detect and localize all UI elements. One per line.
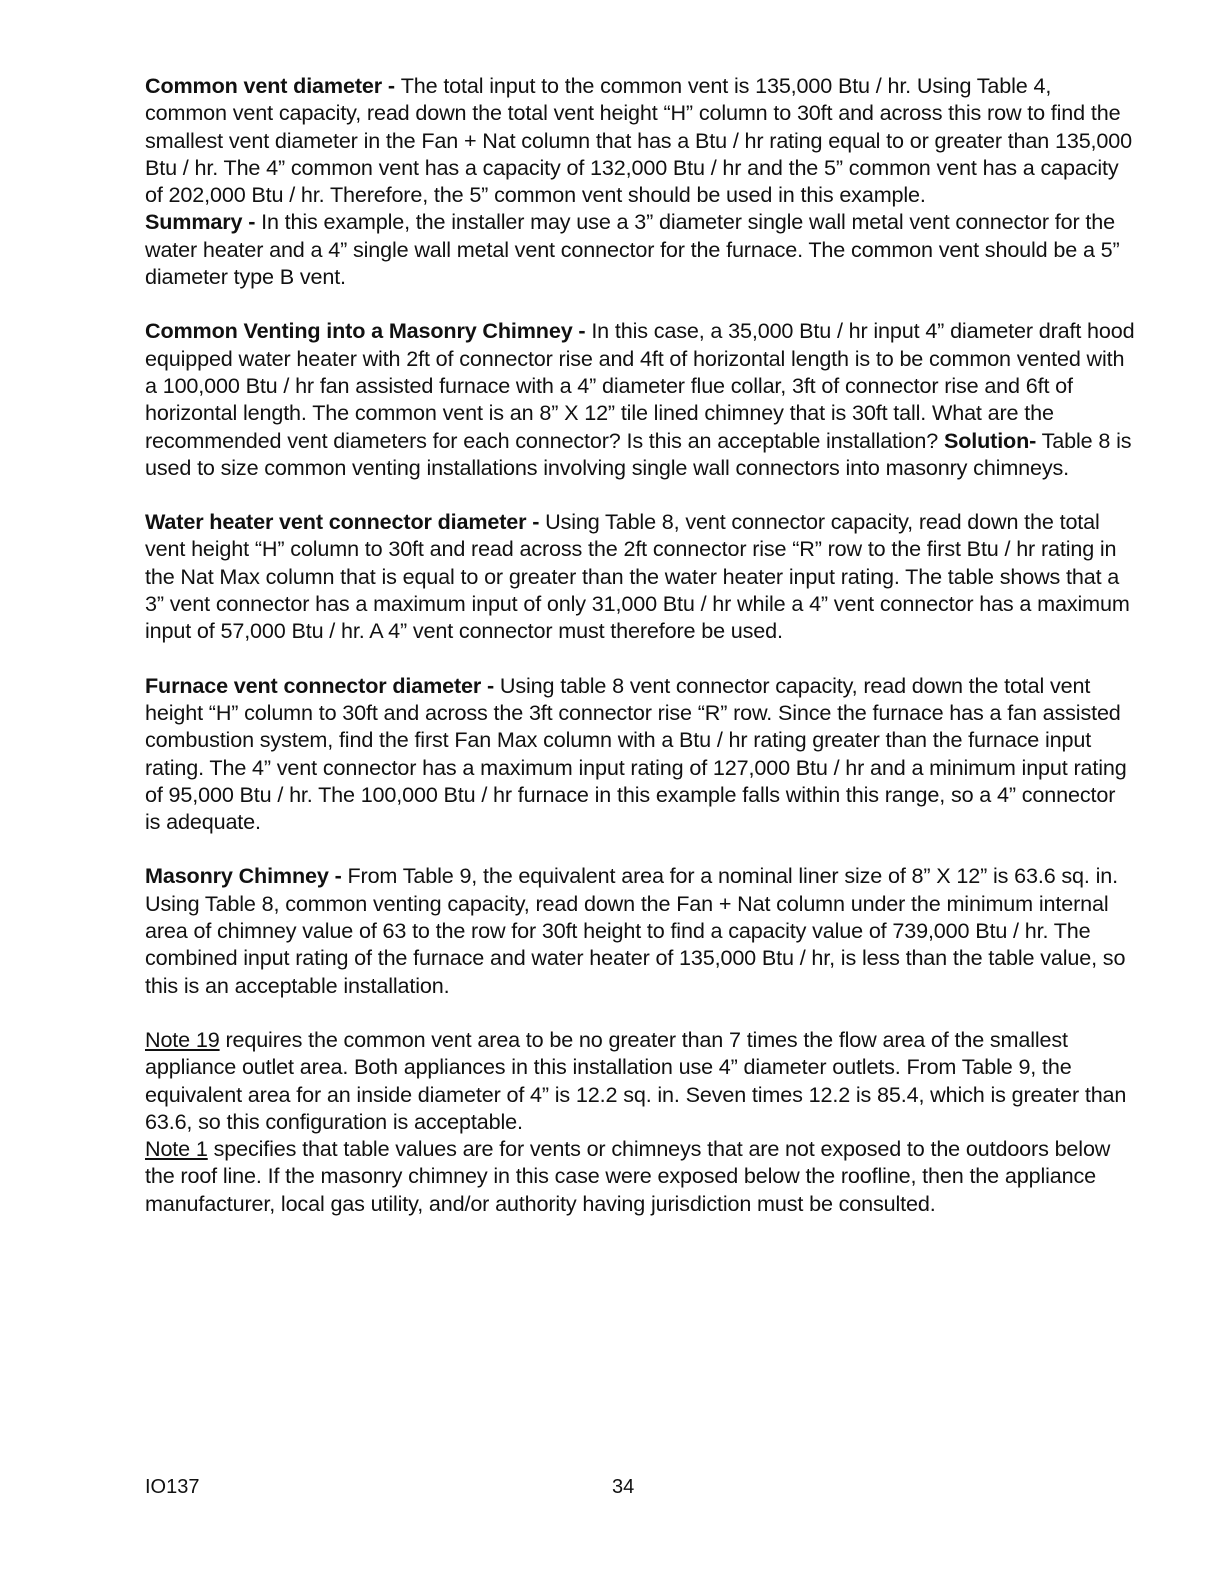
paragraph-water-heater-connector <box>145 508 1135 644</box>
text-note-19: requires the common vent area to be no greater than 7 times the flow area of the smallest appliance outlet area. Both appliances in this installation use 4” diameter outlets. From Table 9, the equivalent area for an inside diameter of 4” is 12.2 sq. in. Seven times 12.2 is 85.4, which is greater than 63.6, so this configuration is acceptable. <box>145 1026 1127 1134</box>
text-masonry-common-venting: In this case, a 35,000 Btu / hr input 4” diameter draft hood equipped water heater with 2ft of connector rise and 4ft of horizontal length is to be common vented with a 100,000 Btu / hr fan assisted furnace with a 4” diameter flue collar, 3ft of connector rise and 6ft of horizontal length. The common vent is an 8” X 12” tile lined chimney that is 30ft tall. What are the recommended vent diameters for each connector? Is this an acceptable installation? <box>145 318 1135 453</box>
text-masonry-chimney: From Table 9, the equivalent area for a nominal liner size of 8” X 12” is 63.6 sq. in. Using Table 8, common venting capacity, read down the Fan + Nat column under the minimum internal area of chimney value of 63 to the row for 30ft height to find a capacity value of 739,000 Btu / hr. The combined input rating of the furnace and water heater of 135,000 Btu / hr, is less than the table value, so this is an acceptable installation. <box>145 863 1126 998</box>
note-19-reference: Note 19 <box>145 1026 220 1052</box>
paragraph-common-vent-diameter <box>145 72 1135 208</box>
solution-label: Solution- <box>943 427 1037 453</box>
paragraph-gap <box>145 290 1135 317</box>
paragraph-note-19 <box>145 1026 1135 1135</box>
paragraph-furnace-connector <box>145 672 1135 836</box>
text-solution: Table 8 is used to size common venting installations involving single wall connectors into masonry chimneys. <box>145 427 1132 480</box>
text-common-vent-diameter: The total input to the common vent is 135,000 Btu / hr. Using Table 4, common vent capacity, read down the total vent height “H” column to 30ft and across this row to find the smallest vent diameter in the Fan + Nat column that has a Btu / hr rating equal to or greater than 135,000 Btu / hr. The 4” common vent has a capacity of 132,000 Btu / hr and the 5” common vent has a capacity of 202,000 Btu / hr. Therefore, the 5” common vent should be used in this example. <box>145 73 1132 208</box>
text-summary: In this example, the installer may use a 3” diameter single wall metal vent connector for the water heater and a 4” single wall metal vent connector for the furnace. The common vent should be a 5” diameter type B vent. <box>145 209 1120 290</box>
paragraph-masonry-chimney <box>145 862 1135 998</box>
paragraph-gap <box>145 481 1135 508</box>
paragraph-summary <box>145 208 1135 290</box>
paragraph-gap <box>145 999 1135 1026</box>
text-water-heater-connector: Using Table 8, vent connector capacity, read down the total vent height “H” column to 30ft and read across the 2ft connector rise “R” row to the first Btu / hr rating in the Nat Max column that is equal to or greater than the water heater input rating. The table shows that a 3” vent connector has a maximum input of only 31,000 Btu / hr while a 4” vent connector has a maximum input of 57,000 Btu / hr. A 4” vent connector must therefore be used. <box>145 509 1130 644</box>
heading-water-heater-connector: Water heater vent connector diameter - <box>145 509 546 535</box>
text-furnace-connector: Using table 8 vent connector capacity, read down the total vent height “H” column to 30ft and across the 3ft connector rise “R” row. Since the furnace has a fan assisted combustion system, find the first Fan Max column with a Btu / hr rating greater than the furnace input rating. The 4” vent connector has a maximum input rating of 127,000 Btu / hr and a minimum input rating of 95,000 Btu / hr. The 100,000 Btu / hr furnace in this example falls within this range, so a 4” connector is adequate. <box>145 672 1127 835</box>
paragraph-note-1 <box>145 1135 1135 1217</box>
heading-common-vent-diameter: Common vent diameter - <box>145 73 401 98</box>
heading-furnace-connector: Furnace vent connector diameter - <box>145 672 500 698</box>
text-note-1: specifies that table values are for vents or chimneys that are not exposed to the outdoors below the roof line. If the masonry chimney in this case were exposed below the roofline, then the appliance manufacturer, local gas utility, and/or authority having jurisdiction must be consulted. <box>145 1136 1111 1216</box>
heading-masonry-chimney: Masonry Chimney - <box>145 863 348 889</box>
footer-page-number: 34 <box>612 1476 635 1498</box>
heading-masonry-common-venting: Common Venting into a Masonry Chimney - <box>145 318 592 344</box>
document-body <box>145 72 1135 1217</box>
footer-document-id: IO137 <box>145 1476 200 1498</box>
paragraph-gap <box>145 645 1135 672</box>
paragraph-masonry-common-venting <box>145 317 1135 481</box>
paragraph-gap <box>145 835 1135 862</box>
note-1-reference: Note 1 <box>145 1136 208 1162</box>
heading-summary: Summary - <box>145 209 262 235</box>
